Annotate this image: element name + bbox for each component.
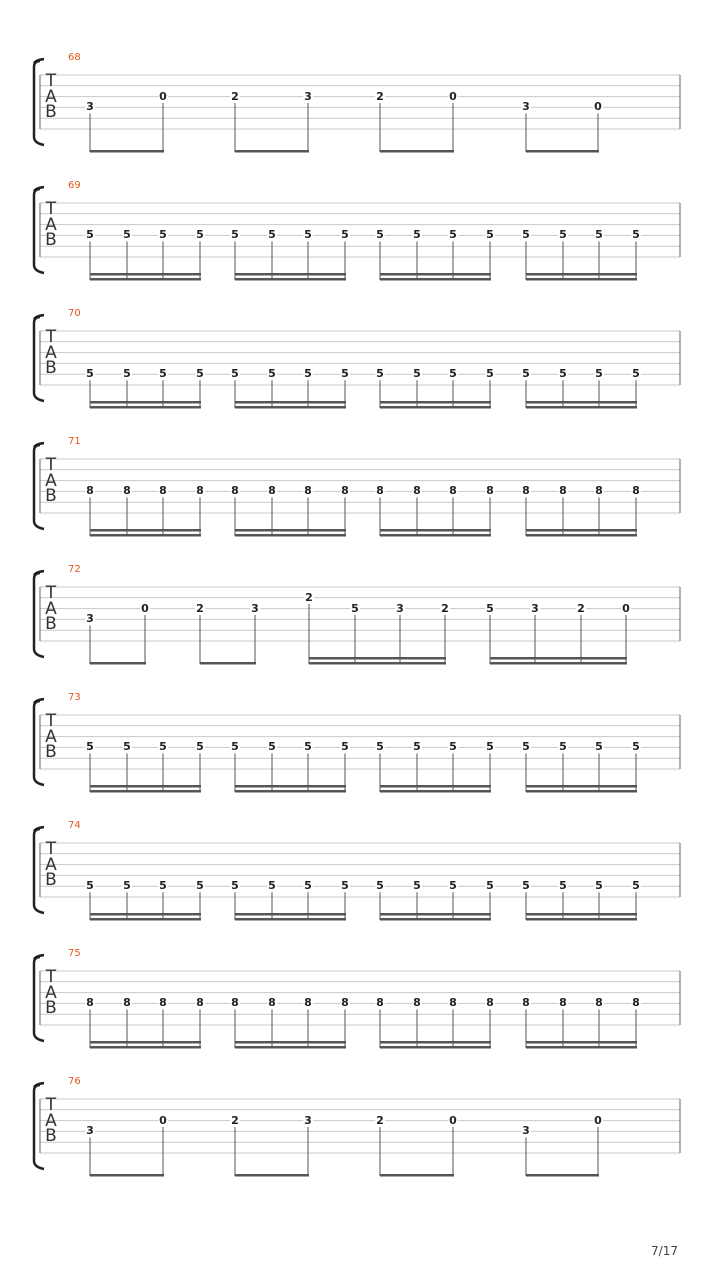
fret-number: 2 xyxy=(441,601,449,615)
fret-number: 5 xyxy=(486,879,494,893)
fret-number: 8 xyxy=(413,996,421,1010)
fret-number: 0 xyxy=(141,601,149,615)
fret-number: 0 xyxy=(449,1113,457,1127)
fret-number: 8 xyxy=(449,484,457,498)
fret-number: 5 xyxy=(123,879,131,893)
fret-number: 3 xyxy=(304,89,312,103)
tab-clef-letter: T xyxy=(45,199,57,219)
fret-number: 5 xyxy=(304,879,312,893)
fret-number: 5 xyxy=(595,879,603,893)
fret-number: 5 xyxy=(304,367,312,381)
fret-number: 5 xyxy=(268,879,276,893)
fret-number: 5 xyxy=(376,879,384,893)
fret-number: 0 xyxy=(622,601,630,615)
fret-number: 8 xyxy=(123,484,131,498)
fret-number: 8 xyxy=(304,484,312,498)
fret-number: 5 xyxy=(376,228,384,242)
fret-number: 5 xyxy=(123,367,131,381)
fret-number: 5 xyxy=(86,879,94,893)
fret-number: 5 xyxy=(268,228,276,242)
tab-clef-letter: B xyxy=(45,998,57,1018)
fret-number: 8 xyxy=(159,996,167,1010)
tab-clef-letter: B xyxy=(45,358,57,378)
fret-number: 5 xyxy=(486,740,494,754)
tab-clef-letter: T xyxy=(45,711,57,731)
fret-number: 8 xyxy=(486,996,494,1010)
fret-number: 3 xyxy=(522,1124,530,1138)
fret-number: 3 xyxy=(304,1113,312,1127)
fret-number: 5 xyxy=(449,228,457,242)
tab-system xyxy=(0,0,720,128)
fret-number: 8 xyxy=(559,996,567,1010)
fret-number: 8 xyxy=(231,484,239,498)
fret-number: 5 xyxy=(376,367,384,381)
fret-number: 5 xyxy=(559,367,567,381)
fret-number: 3 xyxy=(396,601,404,615)
fret-number: 5 xyxy=(268,367,276,381)
fret-number: 8 xyxy=(559,484,567,498)
measure-number: 76 xyxy=(68,1076,81,1087)
tab-clef-letter: B xyxy=(45,870,57,890)
fret-number: 5 xyxy=(196,879,204,893)
tab-clef-letter: A xyxy=(45,342,57,363)
fret-number: 5 xyxy=(376,740,384,754)
fret-number: 3 xyxy=(86,612,94,626)
fret-number: 2 xyxy=(305,590,313,604)
fret-number: 5 xyxy=(486,367,494,381)
tab-clef-letter: A xyxy=(45,726,57,747)
fret-number: 0 xyxy=(594,1113,602,1127)
fret-number: 0 xyxy=(159,1113,167,1127)
tab-clef-letter: A xyxy=(45,854,57,875)
measure-number: 71 xyxy=(68,436,81,447)
fret-number: 5 xyxy=(522,879,530,893)
tab-clef-letter: B xyxy=(45,230,57,250)
fret-number: 5 xyxy=(231,228,239,242)
fret-number: 8 xyxy=(595,484,603,498)
fret-number: 5 xyxy=(413,879,421,893)
fret-number: 5 xyxy=(522,740,530,754)
tab-clef-letter: B xyxy=(45,102,57,122)
fret-number: 3 xyxy=(86,1124,94,1138)
fret-number: 5 xyxy=(632,228,640,242)
beam xyxy=(380,1174,454,1177)
measure-number: 69 xyxy=(68,180,81,191)
beam xyxy=(90,1174,164,1177)
fret-number: 5 xyxy=(486,601,494,615)
fret-number: 8 xyxy=(632,484,640,498)
fret-number: 8 xyxy=(123,996,131,1010)
fret-number: 8 xyxy=(486,484,494,498)
fret-number: 3 xyxy=(522,100,530,114)
fret-number: 5 xyxy=(595,228,603,242)
measure-number: 74 xyxy=(68,820,81,831)
fret-number: 5 xyxy=(268,740,276,754)
fret-number: 8 xyxy=(413,484,421,498)
beam xyxy=(235,1174,309,1177)
tab-clef-letter: B xyxy=(45,614,57,634)
fret-number: 5 xyxy=(86,367,94,381)
tab-clef xyxy=(42,1095,60,1146)
fret-number: 8 xyxy=(632,996,640,1010)
fret-number: 2 xyxy=(577,601,585,615)
fret-number: 5 xyxy=(486,228,494,242)
tab-clef-letter: A xyxy=(45,982,57,1003)
fret-number: 5 xyxy=(341,228,349,242)
fret-number: 8 xyxy=(341,484,349,498)
tab-clef-letter: A xyxy=(45,470,57,491)
fret-number: 5 xyxy=(196,228,204,242)
fret-number: 5 xyxy=(159,879,167,893)
fret-number: 5 xyxy=(159,367,167,381)
tab-clef-letter: B xyxy=(45,486,57,506)
fret-number: 5 xyxy=(413,740,421,754)
fret-number: 5 xyxy=(196,367,204,381)
fret-number: 5 xyxy=(231,879,239,893)
fret-number: 8 xyxy=(268,996,276,1010)
fret-number: 2 xyxy=(231,89,239,103)
measure-number: 73 xyxy=(68,692,81,703)
fret-number: 8 xyxy=(341,996,349,1010)
fret-number: 5 xyxy=(559,740,567,754)
fret-number: 8 xyxy=(522,996,530,1010)
fret-number: 8 xyxy=(159,484,167,498)
fret-number: 0 xyxy=(449,89,457,103)
page-number: 7/17 xyxy=(651,1244,678,1258)
tab-clef-letter: T xyxy=(45,71,57,91)
tab-clef-letter: B xyxy=(45,742,57,762)
fret-number: 5 xyxy=(413,228,421,242)
fret-number: 8 xyxy=(86,996,94,1010)
fret-number: 8 xyxy=(268,484,276,498)
fret-number: 5 xyxy=(86,740,94,754)
fret-number: 8 xyxy=(196,484,204,498)
tab-clef-letter: A xyxy=(45,1110,57,1131)
fret-number: 5 xyxy=(559,228,567,242)
fret-number: 5 xyxy=(341,879,349,893)
beam xyxy=(526,1174,599,1177)
fret-number: 2 xyxy=(376,1113,384,1127)
fret-number: 2 xyxy=(231,1113,239,1127)
tab-clef-letter: A xyxy=(45,598,57,619)
measure-number: 75 xyxy=(68,948,81,959)
fret-number: 3 xyxy=(251,601,259,615)
fret-number: 5 xyxy=(123,228,131,242)
fret-number: 8 xyxy=(231,996,239,1010)
tab-clef-letter: T xyxy=(45,455,57,475)
fret-number: 5 xyxy=(341,367,349,381)
fret-number: 5 xyxy=(559,879,567,893)
fret-number: 5 xyxy=(341,740,349,754)
tab-clef-letter: A xyxy=(45,86,57,107)
fret-number: 5 xyxy=(449,879,457,893)
tab-clef-letter: T xyxy=(45,839,57,859)
measure-number: 68 xyxy=(68,52,81,63)
tab-clef-letter: T xyxy=(45,583,57,603)
fret-number: 5 xyxy=(449,740,457,754)
fret-number: 8 xyxy=(376,484,384,498)
fret-number: 5 xyxy=(304,228,312,242)
fret-number: 5 xyxy=(449,367,457,381)
fret-number: 5 xyxy=(231,367,239,381)
fret-number: 5 xyxy=(595,740,603,754)
tab-clef-letter: B xyxy=(45,1126,57,1146)
measure-number: 72 xyxy=(68,564,81,575)
fret-number: 5 xyxy=(632,740,640,754)
tab-clef-letter: T xyxy=(45,327,57,347)
fret-number: 8 xyxy=(595,996,603,1010)
fret-number: 5 xyxy=(351,601,359,615)
fret-number: 8 xyxy=(449,996,457,1010)
fret-number: 5 xyxy=(123,740,131,754)
fret-number: 3 xyxy=(86,100,94,114)
fret-number: 8 xyxy=(522,484,530,498)
fret-number: 8 xyxy=(376,996,384,1010)
fret-number: 5 xyxy=(595,367,603,381)
fret-number: 2 xyxy=(376,89,384,103)
fret-number: 0 xyxy=(159,89,167,103)
fret-number: 8 xyxy=(304,996,312,1010)
fret-number: 8 xyxy=(196,996,204,1010)
fret-number: 5 xyxy=(413,367,421,381)
fret-number: 5 xyxy=(304,740,312,754)
fret-number: 5 xyxy=(159,228,167,242)
tab-clef-letter: T xyxy=(45,967,57,987)
fret-number: 5 xyxy=(632,879,640,893)
fret-number: 5 xyxy=(159,740,167,754)
fret-number: 5 xyxy=(522,367,530,381)
fret-number: 5 xyxy=(231,740,239,754)
system-bracket xyxy=(34,1083,44,1087)
tab-clef-letter: A xyxy=(45,214,57,235)
fret-number: 2 xyxy=(196,601,204,615)
fret-number: 0 xyxy=(594,100,602,114)
fret-number: 5 xyxy=(196,740,204,754)
fret-number: 5 xyxy=(86,228,94,242)
fret-number: 5 xyxy=(522,228,530,242)
tab-clef-letter: T xyxy=(45,1095,57,1115)
fret-number: 5 xyxy=(632,367,640,381)
measure-number: 70 xyxy=(68,308,81,319)
fret-number: 3 xyxy=(531,601,539,615)
fret-number: 8 xyxy=(86,484,94,498)
